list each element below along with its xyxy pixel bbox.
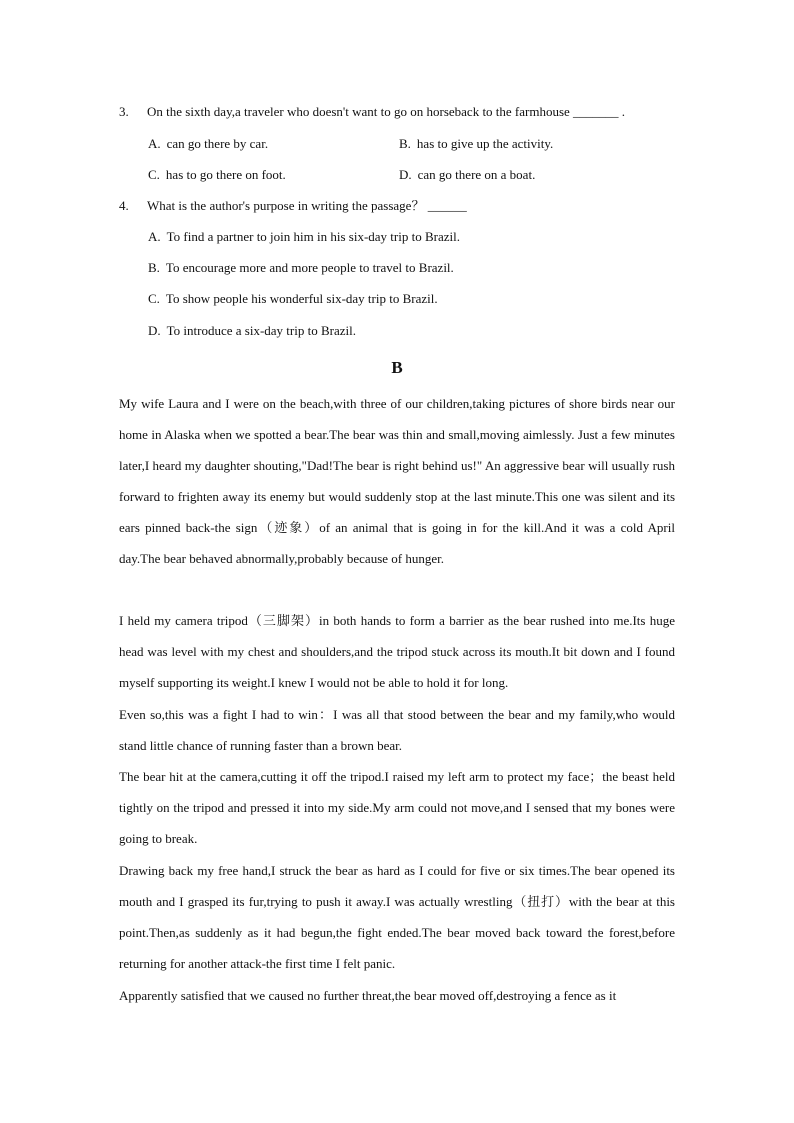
option-letter: D. — [399, 167, 412, 182]
option-4a — [148, 228, 460, 246]
option-text: To introduce a six-day trip to Brazil. — [166, 323, 356, 338]
question-3 — [119, 103, 625, 121]
option-letter: D. — [148, 323, 161, 338]
option-3d — [399, 166, 535, 184]
question-text: On the sixth day,a traveler who doesn't want to go on horseback to the farmhouse _______ . — [147, 104, 626, 119]
option-letter: A. — [148, 136, 161, 151]
paragraph-6: Apparently satisfied that we caused no further threat,the bear moved off,destroying a fence as it — [119, 988, 617, 1003]
paragraph-4: The bear hit at the camera,cutting it off the tripod.I raised my left arm to protect my face；the beast held tightly on the tripod and pressed it into my side.My arm could not move,and I sensed that my bones were going to break. — [119, 769, 675, 846]
option-4c — [148, 290, 438, 308]
option-4b — [148, 259, 454, 277]
option-letter: B. — [399, 136, 411, 151]
option-3b — [399, 135, 553, 153]
question-4 — [119, 197, 467, 215]
option-letter: B. — [148, 260, 160, 275]
section-title: B — [391, 358, 403, 377]
option-3c — [148, 166, 286, 184]
option-text: has to go there on foot. — [165, 167, 286, 182]
option-letter: C. — [148, 167, 160, 182]
option-text: has to give up the activity. — [416, 136, 554, 151]
paragraph-3: Even so,this was a fight I had to win：I was all that stood between the bear and my family,who would stand little chance of running faster than a brown bear. — [119, 707, 675, 753]
option-text: To encourage more and more people to travel to Brazil. — [165, 260, 454, 275]
paragraph-1: My wife Laura and I were on the beach,with three of our children,taking pictures of shore birds near our home in Alaska when we spotted a bear.The bear was thin and small,moving aimlessly. Just a few minutes later,I heard my daughter shouting,"Dad!The bear is right behind us!" An aggressive bear will usually rush forward to frighten away its enemy but would suddenly stop at the last minute.This one was silent and its ears pinned back-the sign（迹象）of an animal that is going in for the kill.And it was a cold April day.The bear behaved abnormally,probably because of hunger. — [119, 396, 675, 566]
option-text: can go there by car. — [166, 136, 269, 151]
option-letter: C. — [148, 291, 160, 306]
question-number: 4. — [119, 198, 129, 213]
option-4d — [148, 322, 356, 340]
paragraph-2: I held my camera tripod（三脚架）in both hands to form a barrier as the bear rushed into me.Its huge head was level with my chest and shoulders,and the tripod stuck across its mouth.It bit down and I found myself supporting its weight.I knew I would not be able to hold it for long. — [119, 613, 675, 690]
option-text: can go there on a boat. — [417, 167, 536, 182]
question-text: What is the author's purpose in writing the passage？ ______ — [147, 198, 467, 213]
option-letter: A. — [148, 229, 161, 244]
option-3a — [148, 135, 268, 153]
paragraph-5: Drawing back my free hand,I struck the bear as hard as I could for five or six times.The bear opened its mouth and I grasped its fur,trying to push it away.I was actually wrestling（扭打）with the bear at this point.Then,as suddenly as it had begun,the fight ended.The bear moved back toward the forest,before returning for another attack-the first time I felt panic. — [119, 863, 675, 971]
question-number: 3. — [119, 104, 129, 119]
option-text: To show people his wonderful six-day trip to Brazil. — [165, 291, 438, 306]
option-text: To find a partner to join him in his six-day trip to Brazil. — [166, 229, 460, 244]
